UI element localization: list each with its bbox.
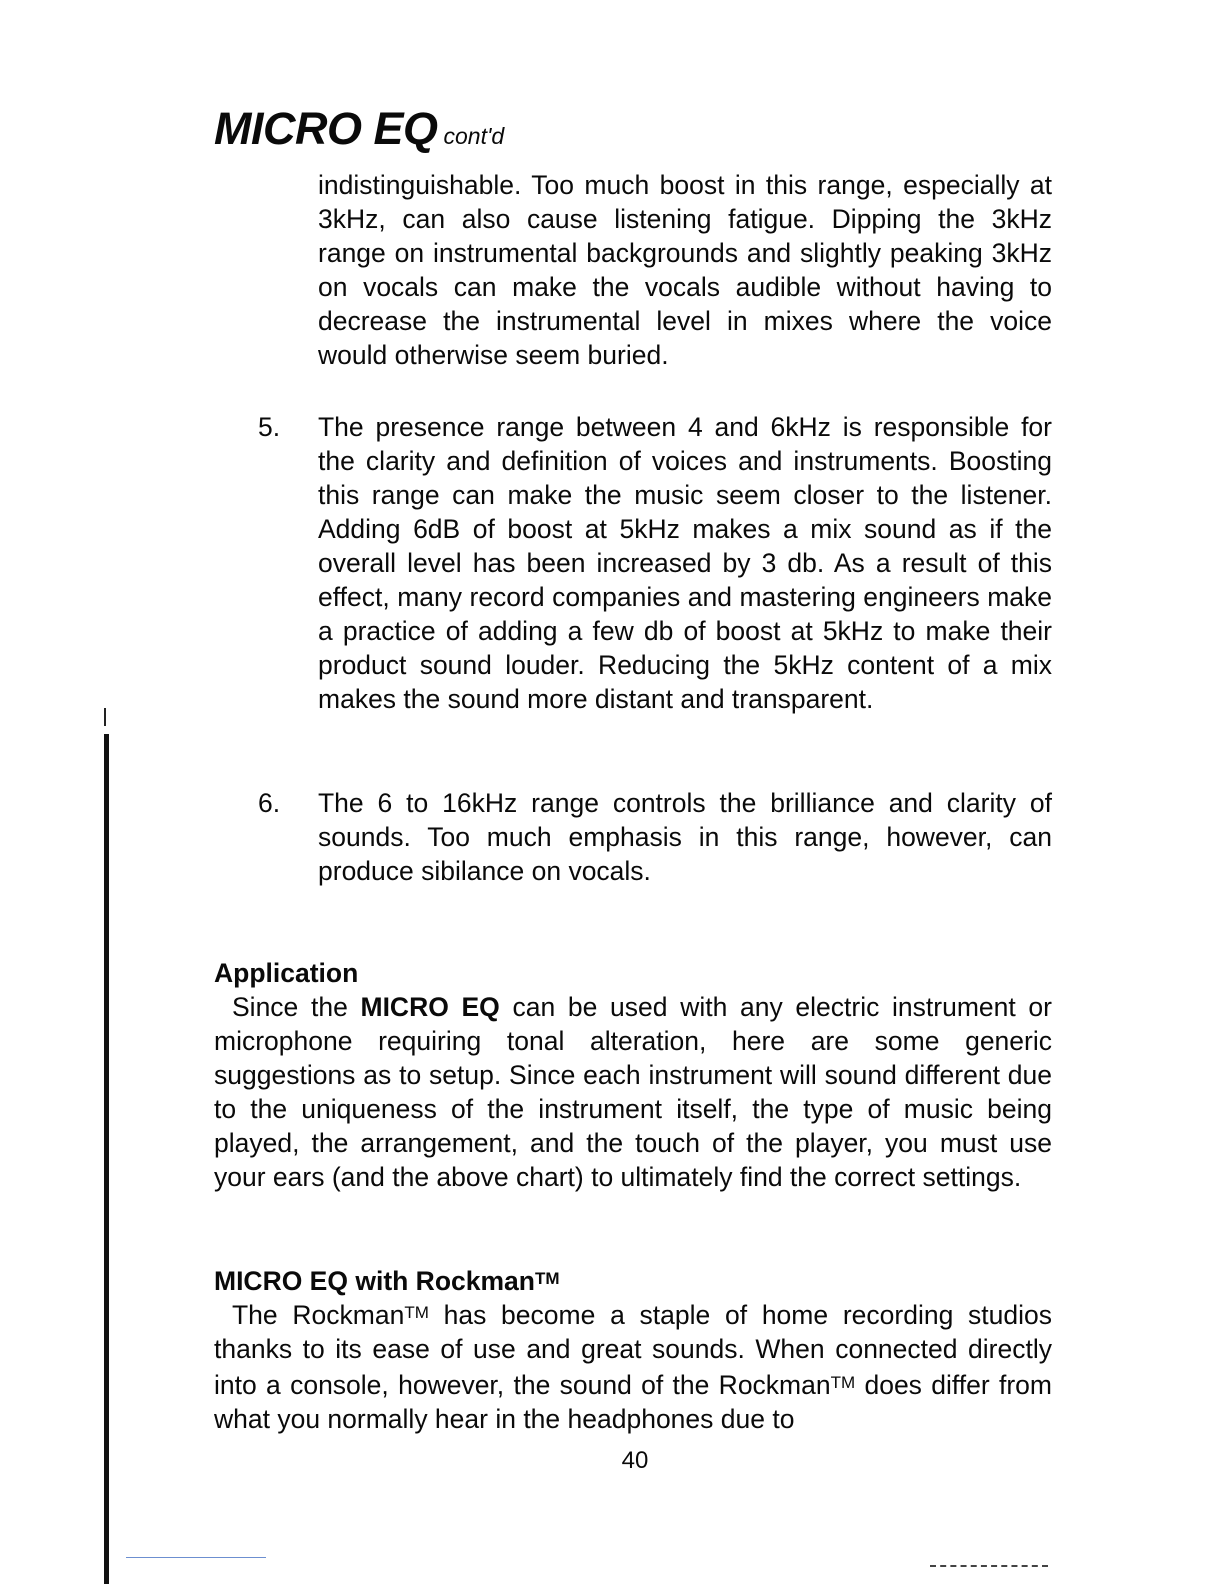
product-name: MICRO EQ [360,992,500,1022]
rockman-text-3: does differ from what you normally hear in the headphones due to [214,1370,1052,1434]
list-item-number: 5. [258,412,281,442]
scan-artifact-line [126,1557,266,1558]
list-item-text: The 6 to 16kHz range controls the brilliance and clarity of sounds. Too much emphasis in this range, however, can produce sibilance on vocals. [318,788,1052,886]
list-item [258,410,1052,716]
trademark-symbol: TM [534,1269,560,1288]
rockman-text-1: The Rockman [232,1300,405,1330]
rockman-text-2: has become a staple of home recording studios thanks to its ease of use and great sounds. When connected directly into a console, however, the sound of the Rockman [214,1300,1053,1400]
title-subtitle: cont'd [443,123,505,149]
page-title [214,103,505,154]
rockman-heading-text: MICRO EQ with Rockman [214,1266,535,1296]
list-item-text: The presence range between 4 and 6kHz is responsible for the clarity and definition of voices and instruments. Boosting this range can make the music seem closer to the listener. Adding 6dB of boost at 5kHz makes a mix sound as if the overall level has been increased by 3 db. As a result of this effect, many record companies and mastering engineers make a practice of adding a few db of boost at 5kHz to make their product sound louder. Reducing the 5kHz content of a mix makes the sound more distant and transparent. [318,412,1052,714]
scan-artifact-dashes [930,1565,1048,1567]
rockman-paragraph [214,1296,1052,1436]
application-text-rest: can be used with any electric instrument or microphone requiring tonal alteration, here are some generic suggestions as to setup. Since each instrument will sound different due to the uniqueness of the instrument itself, the type of music being played, the arrangement, and the touch of the player, you must use your ears (and the above chart) to ultimately find the correct settings. [214,992,1052,1192]
section-heading-application: Application [214,958,359,988]
page-number: 40 [621,1447,649,1474]
binding-edge-line [104,734,109,1584]
application-text-start: Since the [232,992,361,1022]
binding-edge-tick [104,708,106,726]
trademark-symbol: TM [830,1373,856,1392]
continued-paragraph: indistinguishable. Too much boost in this range, especially at 3kHz, can also cause listening fatigue. Dipping the 3kHz range on instrumental backgrounds and slightly peaking 3kHz on vocals can make the vocals audible without having to decrease the instrumental level in mixes where the voice would otherwise seem buried. [318,170,1052,370]
title-main: MICRO EQ [214,103,438,154]
list-item [258,786,1052,888]
application-paragraph [214,990,1052,1194]
trademark-symbol: TM [404,1303,429,1322]
section-heading-rockman [214,1262,560,1298]
list-item-number: 6. [258,788,281,818]
